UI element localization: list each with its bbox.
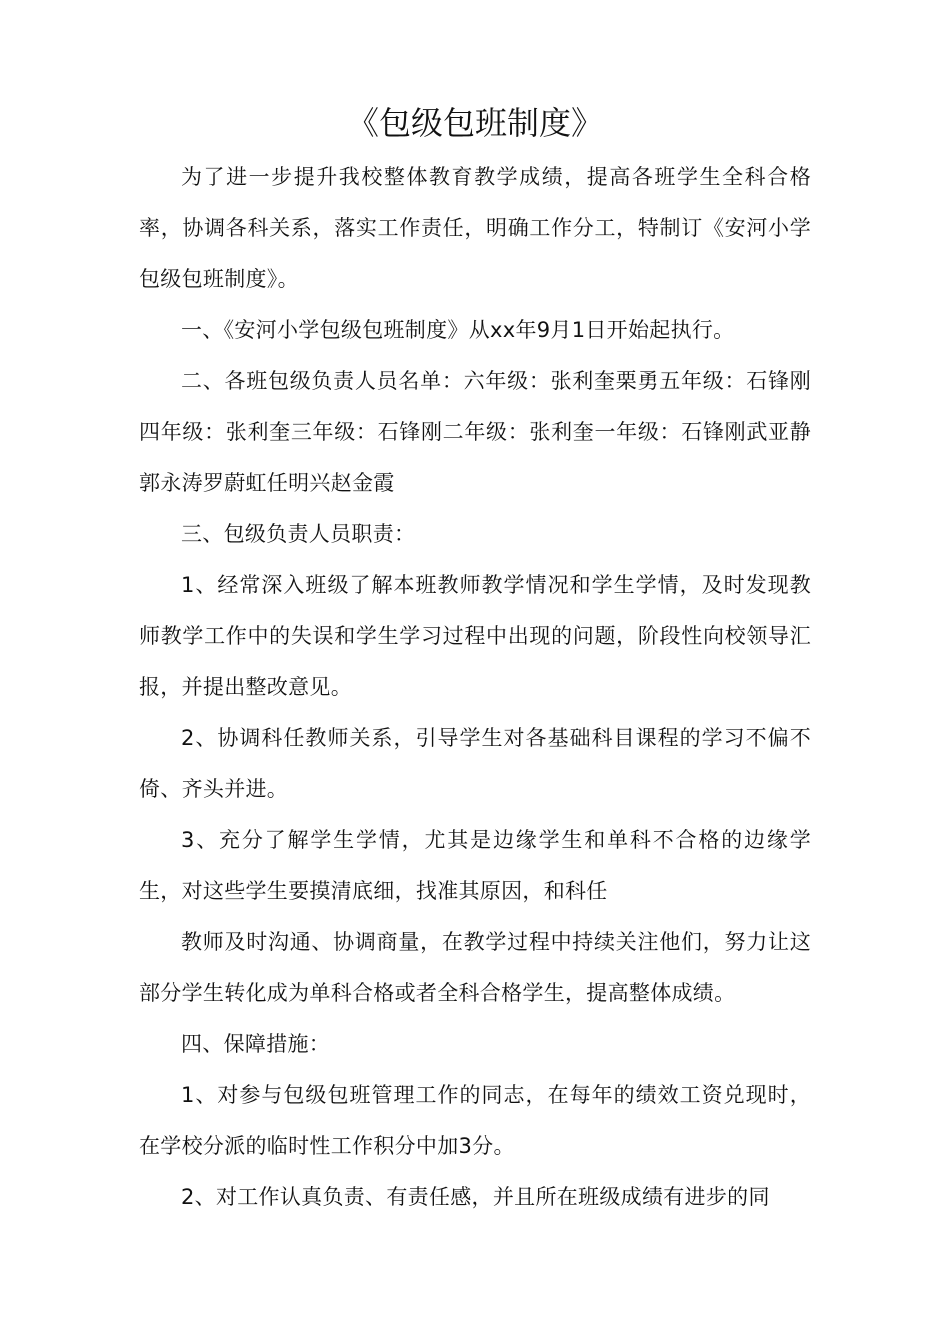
document-body <box>139 152 811 1223</box>
section-2-paragraph: 二、各班包级负责人员名单：六年级：张利奎栗勇五年级：石锋刚四年级：张利奎三年级：石锋刚二年级：张利奎一年级：石锋刚武亚静郭永涛罗蔚虹任明兴赵金霞 <box>139 369 811 495</box>
measure-1-paragraph: 1、对参与包级包班管理工作的同志，在每年的绩效工资兑现时，在学校分派的临时性工作积分中加3分。 <box>139 1083 811 1158</box>
duty-2-paragraph: 2、协调科任教师关系，引导学生对各基础科目课程的学习不偏不倚、齐头并进。 <box>139 726 811 801</box>
intro-paragraph: 为了进一步提升我校整体教育教学成绩，提高各班学生全科合格率，协调各科关系，落实工作责任，明确工作分工，特制订《安河小学包级包班制度》。 <box>139 165 811 291</box>
duty-3-paragraph: 3、充分了解学生学情，尤其是边缘学生和单科不合格的边缘学生，对这些学生要摸清底细，找准其原因，和科任 <box>139 828 811 903</box>
document-title: 《包级包班制度》 <box>346 104 603 142</box>
section-4-heading: 四、保障措施： <box>181 1032 331 1056</box>
duty-3-continuation: 教师及时沟通、协调商量，在教学过程中持续关注他们，努力让这部分学生转化成为单科合格或者全科合格学生，提高整体成绩。 <box>139 930 811 1005</box>
measure-2-paragraph: 2、对工作认真负责、有责任感，并且所在班级成绩有进步的同 <box>181 1185 770 1209</box>
section-3-heading: 三、包级负责人员职责： <box>181 522 416 546</box>
duty-1-paragraph: 1、经常深入班级了解本班教师教学情况和学生学情，及时发现教师教学工作中的失误和学生学习过程中出现的问题，阶段性向校领导汇报，并提出整改意见。 <box>139 573 811 699</box>
section-1-paragraph: 一、《安河小学包级包班制度》从xx年9月1日开始起执行。 <box>181 318 735 342</box>
